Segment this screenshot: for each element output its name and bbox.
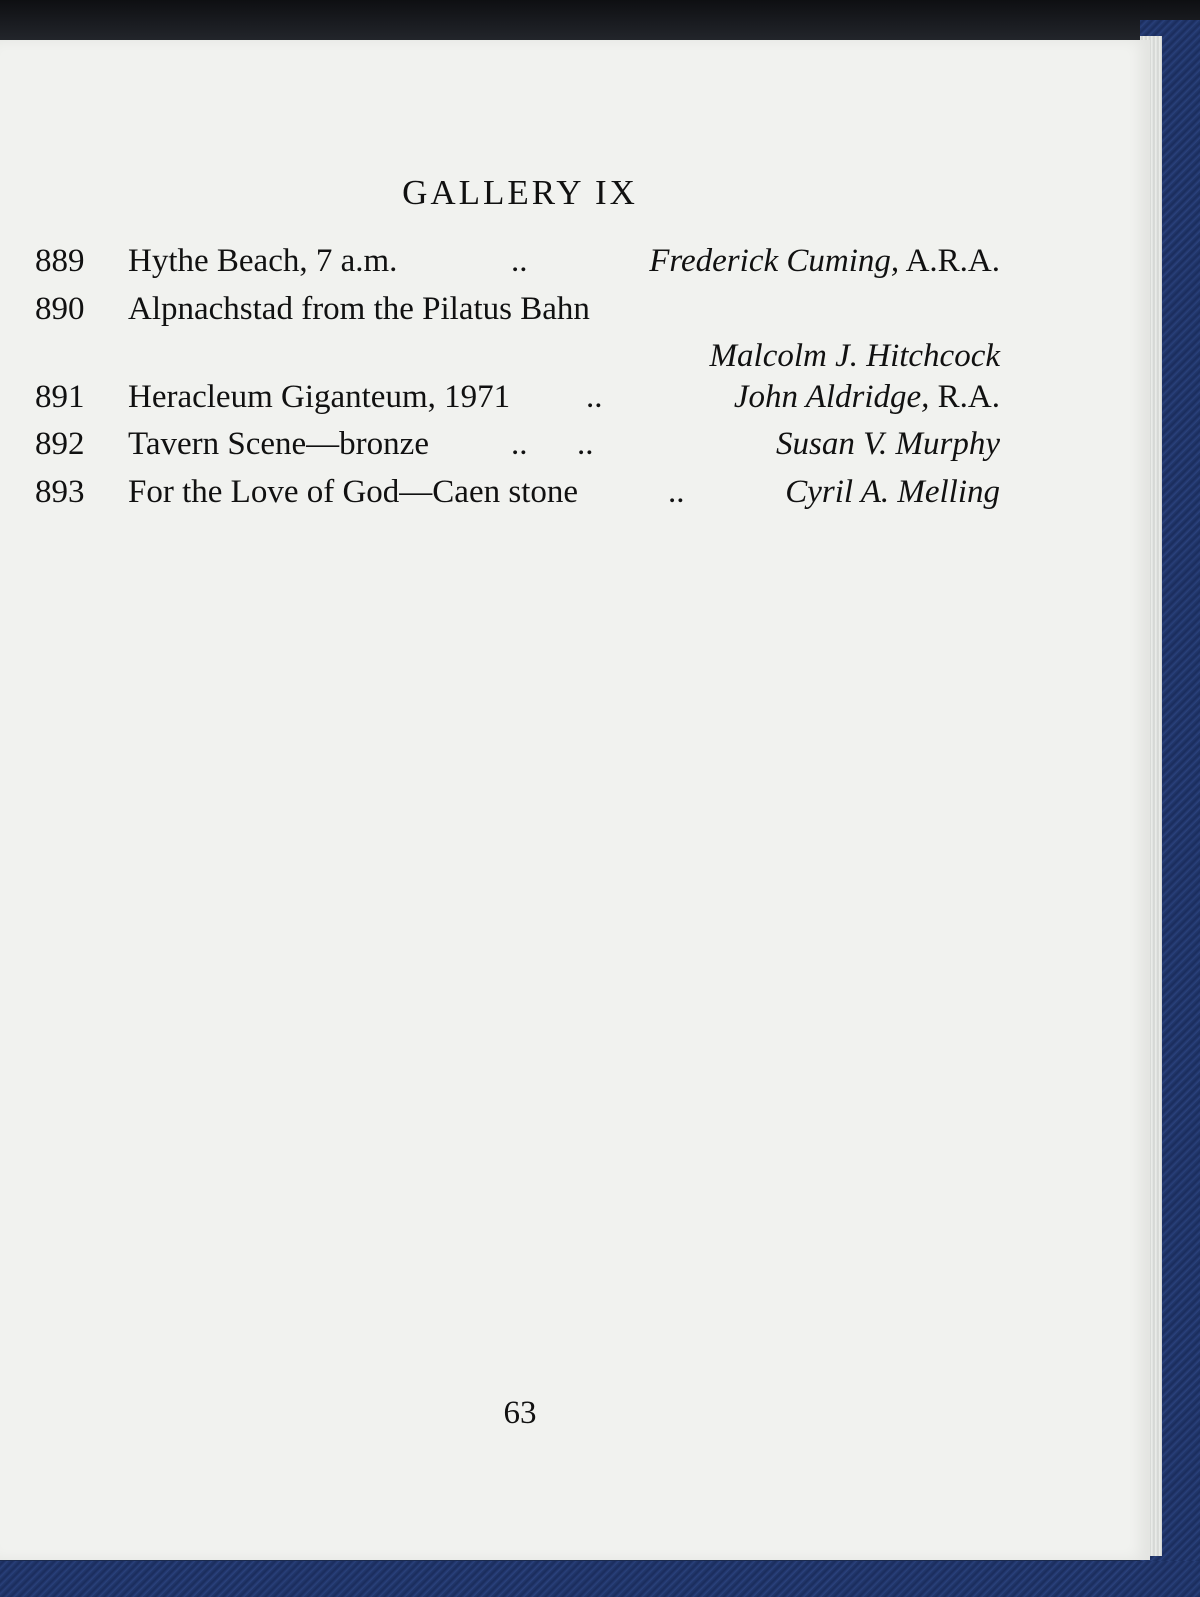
artist-name: John Aldridge, (733, 379, 930, 415)
book-cover-bottom (0, 1561, 1200, 1597)
dot-leader: .. .. (511, 426, 594, 462)
gallery-heading: GALLERY IX (402, 173, 638, 212)
entry-title: Hythe Beach, 7 a.m. (128, 243, 398, 279)
catalogue-entry-893 (35, 474, 1000, 520)
catalogue-entry-890 (35, 291, 1000, 385)
entry-artist: Cyril A. Melling (785, 474, 1000, 510)
top-shadow-edge (0, 0, 1200, 42)
catalogue-entry-891 (35, 379, 1000, 425)
dot-leader: .. (511, 243, 528, 279)
artist-name: Frederick Cuming, (649, 243, 900, 279)
entry-title: Heracleum Giganteum, 1971 (128, 379, 511, 415)
entry-number: 889 (35, 243, 85, 279)
dot-leader: .. (668, 474, 685, 510)
entry-artist: Susan V. Murphy (776, 426, 1000, 462)
artist-honour: A.R.A. (905, 243, 1000, 279)
entry-number: 891 (35, 379, 85, 415)
entry-artist (649, 243, 1000, 280)
entry-number: 892 (35, 426, 85, 462)
entry-number: 893 (35, 474, 85, 510)
entry-artist: Malcolm J. Hitchcock (709, 338, 1000, 374)
entry-title (128, 474, 578, 511)
page-number: 63 (503, 1395, 537, 1431)
book-page (0, 40, 1150, 1560)
artist-honour: R.A. (937, 379, 1000, 415)
entry-artist (734, 379, 1000, 416)
entry-number: 890 (35, 291, 85, 327)
catalogue-entry-889 (35, 243, 1000, 289)
entry-title-text: For the Love of God (128, 474, 400, 510)
entry-medium: —Caen stone (399, 474, 579, 510)
entry-title: Alpnachstad from the Pilatus Bahn (128, 291, 590, 327)
catalogue-entry-892 (35, 426, 1000, 472)
dot-leader: .. (586, 379, 603, 415)
entry-title: Tavern Scene—bronze (128, 426, 429, 462)
